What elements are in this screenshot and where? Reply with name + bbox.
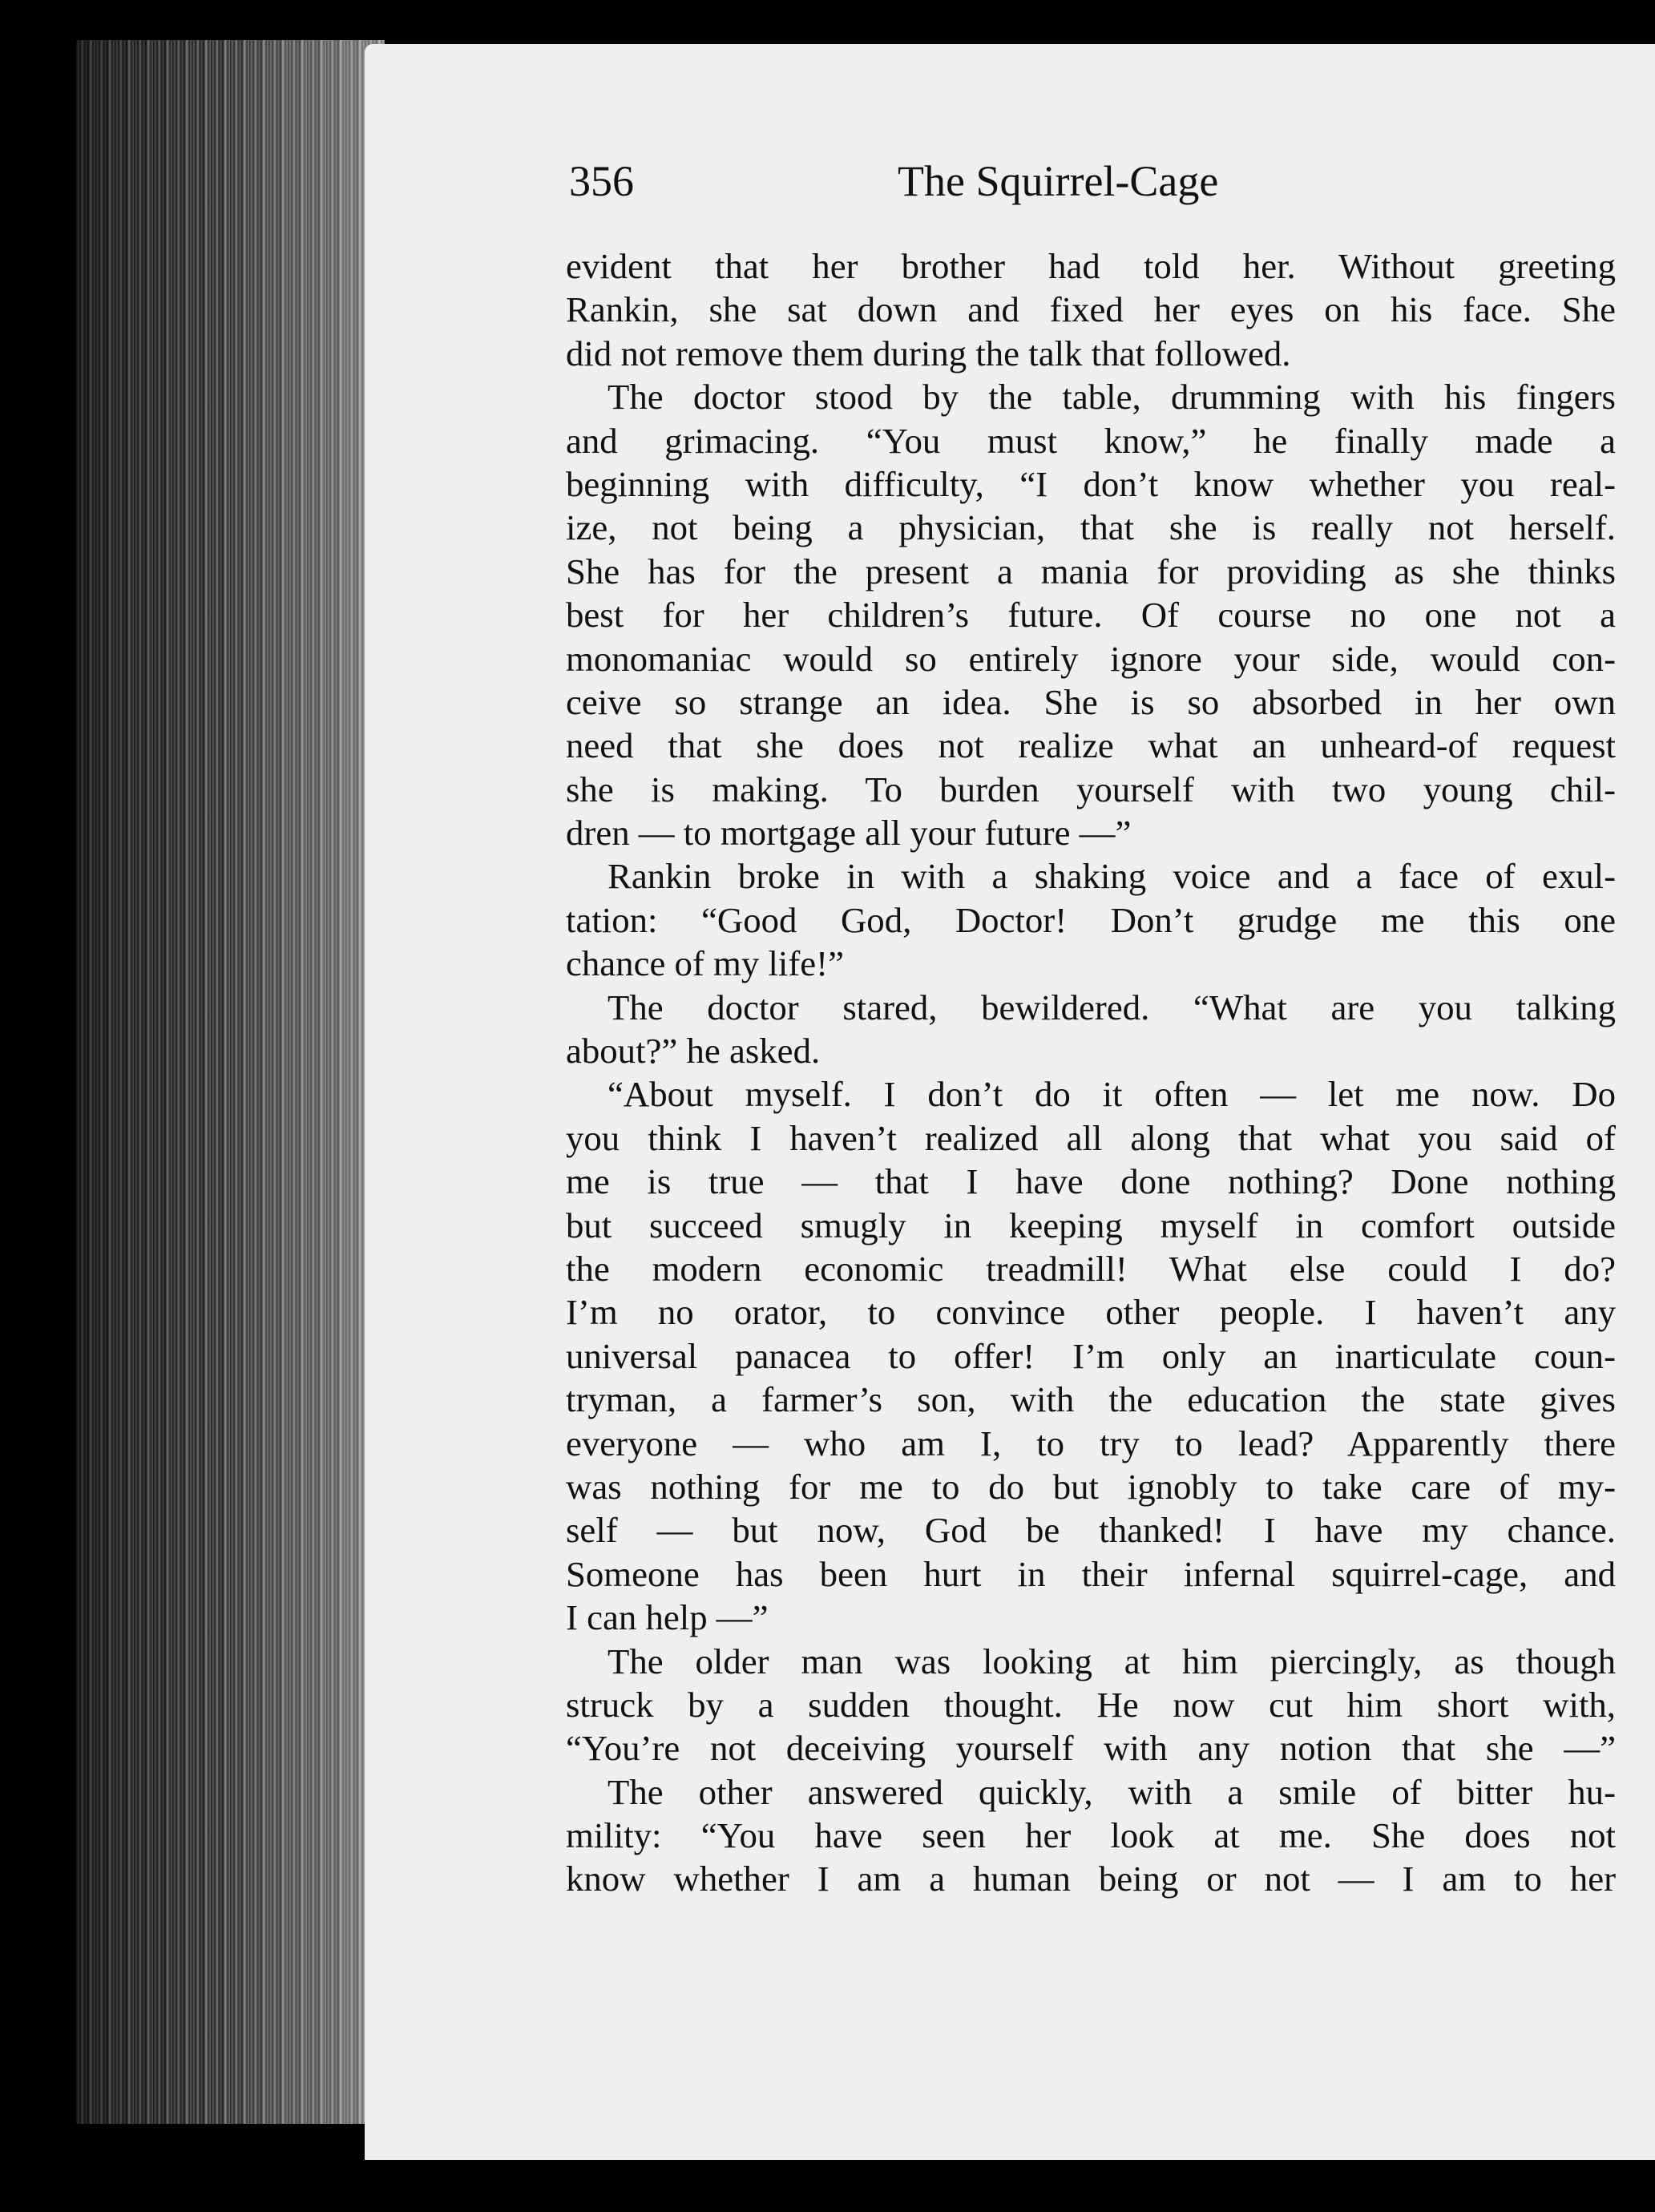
text-line: best for her children’s future. Of course no one not a — [566, 595, 1616, 636]
text-line: dren — to mortgage all your future —” — [566, 813, 1132, 854]
text-line: The doctor stood by the table, drumming with his fingers — [608, 377, 1616, 418]
text-line: you think I haven’t realized all along that what you said of — [566, 1117, 1616, 1158]
text-line: know whether I am a human being or not — I am to her — [566, 1859, 1616, 1899]
text-line: She has for the present a mania for providing as she thinks — [566, 551, 1616, 591]
text-line: chance of my life!” — [566, 943, 844, 984]
text-line: did not remove them during the talk that followed. — [566, 333, 1291, 373]
text-line: mility: “You have seen her look at me. She does not — [566, 1815, 1616, 1856]
page-number: 356 — [569, 157, 634, 205]
text-line: I can help —” — [566, 1597, 769, 1638]
text-line: Rankin broke in with a shaking voice and a face of exul- — [608, 856, 1616, 897]
text-line: tryman, a farmer’s son, with the education the state gives — [566, 1379, 1616, 1420]
text-line: and grimacing. “You must know,” he finally made a — [566, 420, 1616, 461]
text-line: beginning with difficulty, “I don’t know whether you real- — [566, 463, 1616, 504]
text-line: about?” he asked. — [566, 1031, 821, 1072]
body-text — [566, 244, 1616, 1901]
text-line: “About myself. I don’t do it often — let me now. Do — [608, 1074, 1616, 1115]
text-line: struck by a sudden thought. He now cut him short with, — [566, 1684, 1616, 1725]
text-line: the modern economic treadmill! What else could I do? — [566, 1248, 1616, 1289]
text-line: tation: “Good God, Doctor! Don’t grudge me this one — [566, 899, 1616, 940]
text-line: she is making. To burden yourself with two young chil- — [566, 769, 1616, 809]
text-line: everyone — who am I, to try to lead? Apparently there — [566, 1423, 1616, 1463]
text-line: ize, not being a physician, that she is really not herself. — [566, 507, 1616, 548]
text-line: The doctor stared, bewildered. “What are you talking — [608, 987, 1616, 1027]
text-line: self — but now, God be thanked! I have my chance. — [566, 1510, 1616, 1551]
running-title: The Squirrel-Cage — [898, 157, 1219, 205]
page-header — [569, 156, 1619, 228]
text-line: “You’re not deceiving yourself with any notion that she —” — [566, 1728, 1616, 1769]
text-line: me is true — that I have done nothing? Done nothing — [566, 1161, 1616, 1202]
text-line: evident that her brother had told her. Without greeting — [566, 246, 1616, 286]
text-line: Someone has been hurt in their infernal squirrel-cage, and — [566, 1553, 1616, 1594]
text-line: but succeed smugly in keeping myself in comfort outside — [566, 1205, 1616, 1245]
text-line: universal panacea to offer! I’m only an inarticulate coun- — [566, 1335, 1616, 1376]
page-edges — [76, 40, 385, 2124]
text-line: ceive so strange an idea. She is so absorbed in her own — [566, 681, 1616, 722]
text-line: I’m no orator, to convince other people. I haven’t any — [566, 1292, 1616, 1333]
text-line: The older man was looking at him piercingly, as though — [608, 1641, 1616, 1681]
text-line: monomaniac would so entirely ignore your side, would con- — [566, 638, 1616, 679]
text-line: The other answered quickly, with a smile of bitter hu- — [608, 1771, 1616, 1812]
text-line: was nothing for me to do but ignobly to take care of my- — [566, 1466, 1616, 1507]
text-line: need that she does not realize what an unheard-of request — [566, 725, 1616, 766]
text-line: Rankin, she sat down and fixed her eyes on his face. She — [566, 289, 1616, 330]
